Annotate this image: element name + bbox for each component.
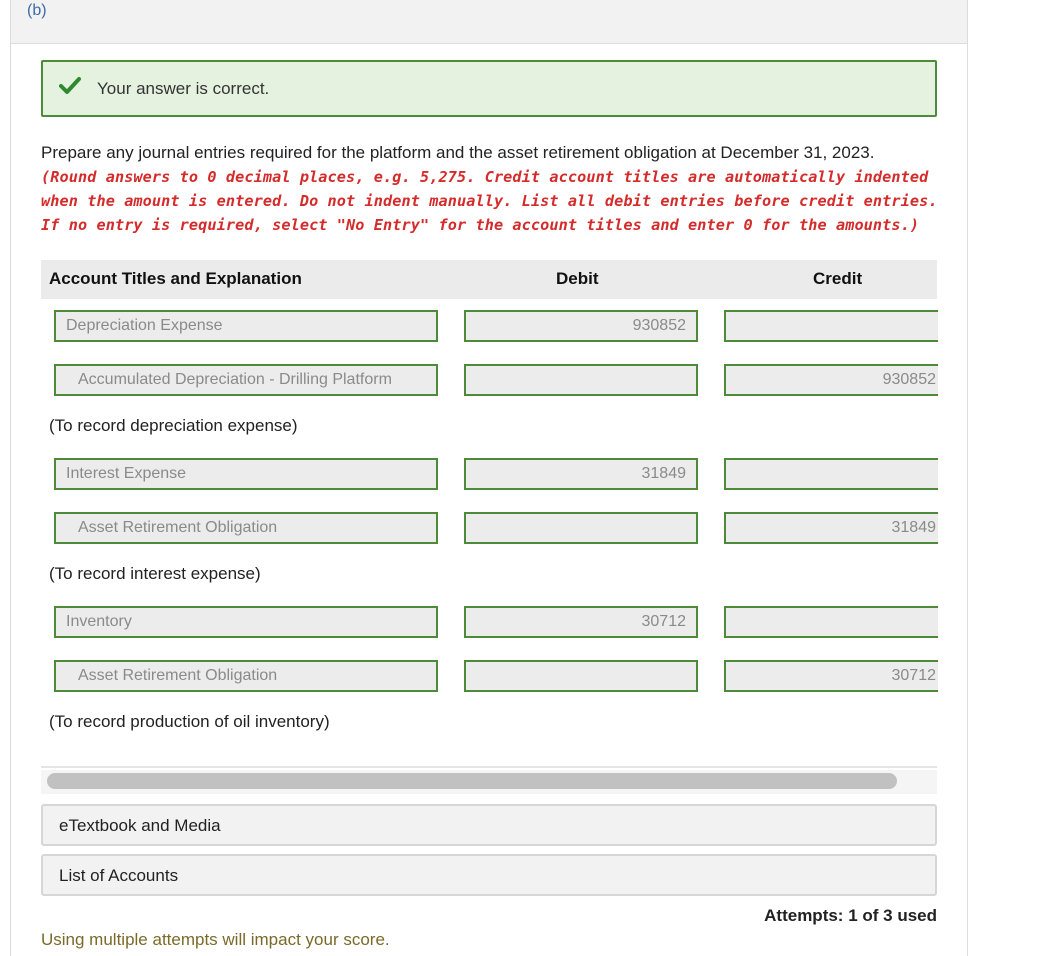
list-of-accounts-label: List of Accounts	[59, 866, 179, 885]
account-column-header: Account Titles and Explanation	[49, 269, 302, 288]
debit-input[interactable]	[464, 364, 698, 396]
debit-input[interactable]: 31849	[464, 458, 698, 490]
debit-input[interactable]: 30712	[464, 606, 698, 638]
debit-input[interactable]	[464, 660, 698, 692]
journal-table-header	[41, 260, 937, 299]
instruction-line: when the amount is entered. Do not indent manually. List all debit entries before credit entries.	[41, 192, 938, 210]
question-text	[41, 141, 941, 237]
scrollbar-thumb[interactable]	[47, 773, 897, 789]
attempts-warning: Using multiple attempts will impact your score.	[41, 930, 390, 949]
entry-explanation: (To record interest expense)	[49, 564, 261, 583]
account-title-input[interactable]: Accumulated Depreciation - Drilling Platform	[54, 364, 438, 396]
part-header	[11, 0, 967, 44]
question-prompt: Prepare any journal entries required for the platform and the asset retirement obligation at December 31, 2023.	[41, 143, 875, 162]
account-title-input[interactable]: Asset Retirement Obligation	[54, 512, 438, 544]
entry-explanation: (To record production of oil inventory)	[49, 712, 330, 731]
instruction-line: (Round answers to 0 decimal places, e.g. 5,275. Credit account titles are automatically indented	[41, 168, 929, 186]
credit-input[interactable]	[724, 606, 938, 638]
account-title-input[interactable]: Depreciation Expense	[54, 310, 438, 342]
credit-input[interactable]: 31849	[724, 512, 938, 544]
credit-input[interactable]	[724, 310, 938, 342]
part-label: (b)	[27, 2, 47, 19]
account-title-input[interactable]: Inventory	[54, 606, 438, 638]
etextbook-media-label: eTextbook and Media	[59, 816, 221, 835]
account-title-input[interactable]: Interest Expense	[54, 458, 438, 490]
etextbook-media-button[interactable]	[41, 804, 937, 846]
debit-column-header: Debit	[556, 269, 599, 288]
checkmark-icon	[59, 76, 81, 96]
credit-input[interactable]	[724, 458, 938, 490]
attempts-counter: Attempts: 1 of 3 used	[764, 906, 937, 925]
divider	[41, 766, 937, 768]
entry-explanation: (To record depreciation expense)	[49, 416, 298, 435]
instruction-line: If no entry is required, select "No Entry" for the account titles and enter 0 for the amounts.)	[41, 216, 920, 234]
question-instructions	[41, 165, 941, 237]
account-title-input[interactable]: Asset Retirement Obligation	[54, 660, 438, 692]
debit-input[interactable]: 930852	[464, 310, 698, 342]
list-of-accounts-button[interactable]	[41, 854, 937, 896]
feedback-message: Your answer is correct.	[97, 79, 270, 98]
debit-input[interactable]	[464, 512, 698, 544]
correct-answer-banner	[41, 60, 937, 117]
credit-input[interactable]: 930852	[724, 364, 938, 396]
credit-input[interactable]: 30712	[724, 660, 938, 692]
credit-column-header: Credit	[813, 269, 863, 288]
